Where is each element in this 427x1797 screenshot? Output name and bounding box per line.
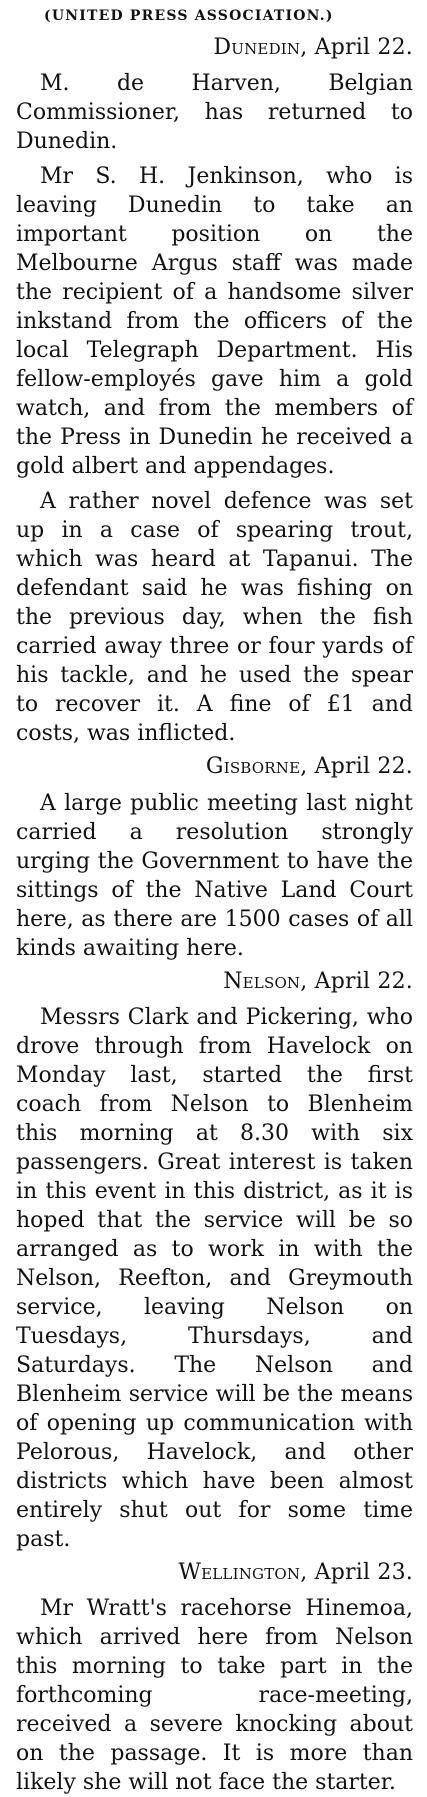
paragraph: Mr S. H. Jenkinson, who is leaving Dunedin to take an important position on the Melbourne Argus staff was made the recipient of a handsome silver inkstand from the officers of the local Telegraph Department. His fellow-employés gave him a gold watch, and from the members of the Press in Dunedin he received a gold albert and appendages.	[16, 164, 413, 480]
press-association-header: (UNITED PRESS ASSOCIATION.)	[44, 8, 334, 24]
dateline-nelson	[16, 969, 413, 995]
dateline-gisborne	[16, 754, 413, 780]
dateline-place: Gisborne	[205, 754, 301, 780]
paragraph: Mr Wratt's racehorse Hinemoa, which arrived here from Nelson this morning to take part in the forthcoming race-meeting, received a severe knocking about on the passage. It is more than likely she will not face the starter.	[16, 1596, 413, 1796]
dateline-date: , April 22.	[300, 34, 413, 60]
dateline-date: , April 22.	[300, 754, 413, 780]
paragraph: A rather novel defence was set up in a case of spearing trout, which was heard at Tapanui. The defendant said he was fishing on the previous day, when the fish carried away three or four yards of his tackle, and he used the spear to recover it. A fine of £1 and costs, was inflicted.	[16, 489, 413, 747]
dateline-date: , April 23.	[300, 1559, 413, 1585]
dateline-dunedin	[16, 35, 413, 61]
dateline-place: Wellington	[178, 1559, 301, 1585]
paragraph: Messrs Clark and Pickering, who drove through from Havelock on Monday last, started the first coach from Nelson to Blenheim this morning at 8.30 with six passengers. Great interest is taken in this event in this district, as it is hoped that the service will be so arranged as to work in with the Nelson, Reefton, and Greymouth service, leaving Nelson on Tuesdays, Thursdays, and Saturdays. The Nelson and Blenheim service will be the means of opening up communication with Pelorous, Havelock, and other districts which have been almost entirely shut out for some time past.	[16, 1004, 413, 1552]
dateline-place: Nelson	[223, 968, 301, 994]
paragraph: A large public meeting last night carried a resolution strongly urging the Government to have the sittings of the Native Land Court here, as there are 1500 cases of all kinds awaiting here.	[16, 790, 413, 961]
dateline-place: Dunedin	[213, 34, 301, 60]
dateline-wellington	[16, 1560, 413, 1586]
paragraph: M. de Harven, Belgian Commissioner, has returned to Dunedin.	[16, 71, 413, 155]
dateline-date: , April 22.	[300, 968, 413, 994]
